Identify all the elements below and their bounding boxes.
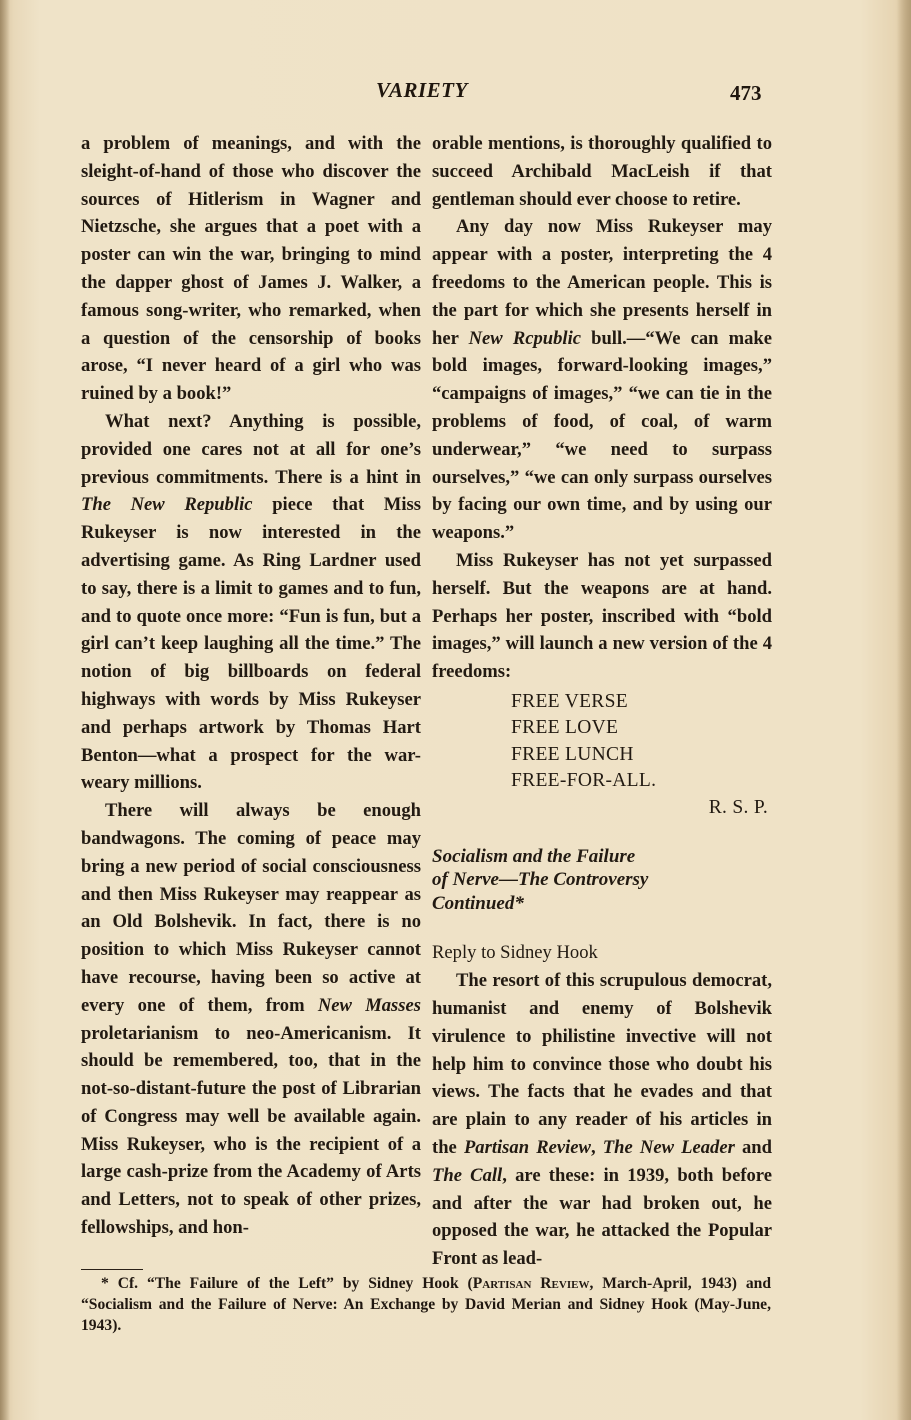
right-paragraph-1: orable mentions, is thoroughly qualified to succeed Archibald MacLeish if that gentleman should ever choose to retire.	[432, 133, 772, 210]
right-paragraph-4	[432, 967, 772, 1273]
reply-heading: Reply to Sidney Hook	[432, 942, 598, 964]
left-paragraph-3-start: There will always be enough bandwagons. The coming of peace may bring a new period of social consciousness and then Miss Rukeyser may reappear as an Old Bolshevik. In fact, there is no position to which Miss Rukeyser cannot have recourse, having been so active at every one of them, from	[81, 800, 421, 1016]
publication-title: The Call	[432, 1164, 503, 1186]
freedom-line: FREE VERSE	[511, 690, 628, 712]
journal-name: Partisan Review	[472, 1275, 590, 1292]
right-paragraph-4-start: The resort of this scrupulous democrat, humanist and enemy of Bolshevik virulence to philistine invective will not help him to convince those who doubt his views. The facts that he evades and that are plain to any reader of his articles in the	[432, 970, 772, 1159]
page-number: 473	[730, 81, 762, 105]
left-paragraph-3-end: proletarianism to neo-Americanism. It should be remembered, too, that in the not-so-distant-future the post of Librarian of Congress may well be available again. Miss Rukeyser, who is the recipient of a large cash-prize from the Academy of Arts and Letters, not to speak of other prizes, fellowships, and hon-	[81, 1022, 421, 1239]
footnote-text-start: * Cf. “The Failure of the Left” by Sidney Hook (	[101, 1275, 473, 1292]
freedom-line: FREE LUNCH	[511, 743, 634, 765]
right-paragraph-2-start: Any day now Miss Rukeyser may appear with a poster, interpreting the 4 freedoms to the American people. This is the part for which she presents herself in her	[432, 216, 772, 349]
publication-title: The New Leader	[602, 1137, 735, 1159]
section-title-line: of Nerve—The Controversy	[432, 869, 649, 891]
right-paragraph-2-end: bull.—“We can make bold images, forward-looking images,” “campaigns of images,” “we can tie in the problems of food, of coal, of warm underwear,” “we need to surpass ourselves,” “we can only surpass ourselves by facing our own time, and by using our weapons.”	[432, 327, 772, 544]
publication-title: New Rcpublic	[468, 327, 581, 349]
footnote	[81, 1273, 771, 1336]
running-head: VARIETY	[376, 78, 468, 102]
page-spine-shadow	[0, 0, 10, 1420]
left-paragraph-2-start: What next? Anything is possible, provided one cares not at all for one’s previous commitments. There is a hint in	[81, 410, 421, 488]
freedoms-list	[511, 689, 772, 795]
section-title-line: Continued*	[432, 892, 524, 914]
publication-title: New Masses	[317, 994, 421, 1016]
right-paragraph-4-end: , are these: in 1939, both before and after the war had broken out, he opposed the war, he attacked the Popular Front as lead-	[432, 1164, 772, 1270]
left-paragraph-2	[81, 408, 421, 797]
page-edge-shadow	[897, 0, 911, 1420]
left-paragraph-2-end: piece that Miss Rukeyser is now interested in the advertising game. As Ring Lardner used to say, there is a limit to games and to fun, and to quote once more: “Fun is fun, but a girl can’t keep laughing all the time.” The notion of big billboards on federal highways with words by Miss Rukeyser and perhaps artwork by Thomas Hart Benton—what a prospect for the war-weary millions.	[81, 494, 421, 794]
freedom-line: FREE LOVE	[511, 717, 619, 739]
author-initials: R. S. P.	[708, 796, 768, 818]
separator: and	[734, 1137, 772, 1159]
publication-title: Partisan Review	[463, 1137, 591, 1159]
right-paragraph-3: Miss Rukeyser has not yet surpassed herself. But the weapons are at hand. Perhaps her poster, inscribed with “bold images,” will launch a new version of the 4 freedoms:	[432, 549, 772, 683]
separator: ,	[590, 1137, 603, 1159]
section-title-line: Socialism and the Failure	[432, 845, 636, 867]
section-title	[432, 845, 772, 916]
right-paragraph-2	[432, 213, 772, 547]
publication-title: The New Republic	[81, 494, 253, 516]
left-paragraph-3	[81, 797, 421, 1242]
freedom-line: FREE-FOR-ALL.	[511, 770, 657, 792]
right-column	[432, 130, 772, 1273]
footnote-text-end: , March-April, 1943) and “Socialism and the Failure of Nerve: An Exchange by David Merian and Sidney Hook (May-June, 1943).	[81, 1275, 771, 1334]
footnote-rule	[81, 1269, 143, 1270]
left-paragraph-1: a problem of meanings, and with the sleight-of-hand of those who discover the sources of Hitlerism in Wagner and Nietzsche, she argues that a poet with a poster can win the war, bringing to mind the dapper ghost of James J. Walker, a famous song-writer, who remarked, when a question of the censorship of books arose, “I never heard of a girl who was ruined by a book!”	[81, 133, 421, 405]
left-column	[81, 130, 421, 1242]
